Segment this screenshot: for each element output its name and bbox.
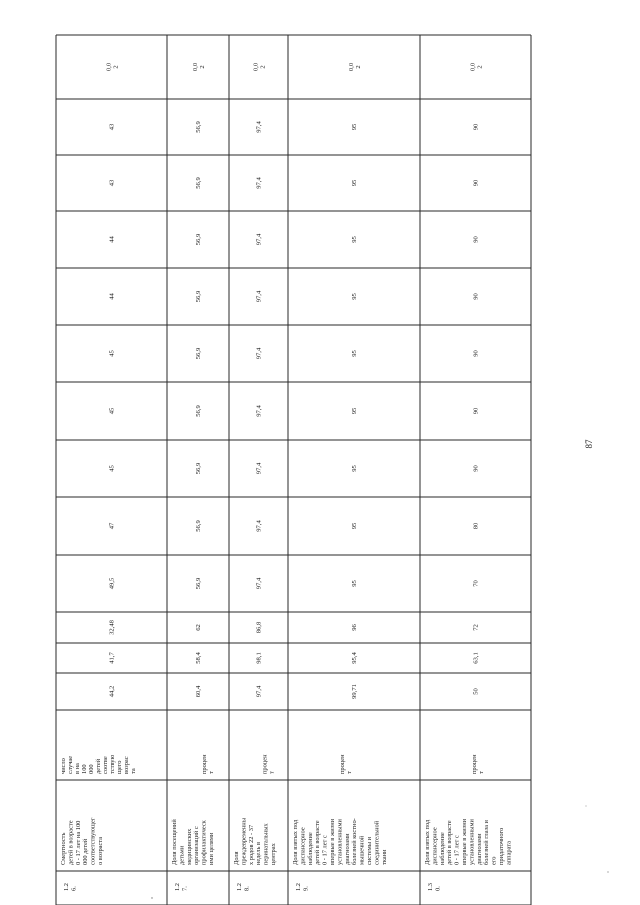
indicator-name: диагнозами (343, 833, 351, 865)
value-cell: 95,4 (351, 652, 358, 664)
value-cell: 45 (108, 407, 116, 415)
value-cell: 49,5 (108, 577, 116, 590)
value-cell: 45 (108, 350, 116, 357)
value-cell: 90 (472, 350, 480, 357)
value-cell-last: 0,0 (469, 62, 477, 72)
indicator-name: 0 - 17 лет на 100 (74, 820, 82, 865)
indicator-name: аппарата (505, 840, 513, 865)
page-number: 87 (584, 439, 594, 449)
value-cell: 97,4 (255, 520, 263, 532)
indicator-name: его (490, 856, 498, 865)
value-cell: 95 (351, 350, 358, 357)
value-cell: 90 (472, 407, 480, 415)
unit-of-measure: детей (95, 758, 102, 774)
indicator-name: перинатальных (262, 823, 270, 865)
unit-of-measure: т (478, 771, 485, 774)
indicator-name: диспансерное (431, 827, 439, 865)
indicator-name: Доля посещений (171, 819, 178, 865)
indicator-name: диагнозами (475, 833, 483, 865)
unit-of-measure: процен (339, 754, 346, 774)
value-cell: 95 (351, 580, 358, 587)
value-cell: 97,4 (255, 177, 263, 189)
value-cell: 90 (472, 465, 480, 472)
unit-of-measure: число (60, 758, 67, 774)
indicator-name: детьми (178, 845, 186, 865)
row-number: 7. (181, 886, 189, 891)
indicator-name: детей в возрасте (446, 820, 454, 865)
indicator-name: ими целями (208, 832, 215, 865)
value-cell-last: 2 (355, 65, 362, 69)
value-cell: 90 (472, 293, 480, 300)
value-cell: 56,9 (195, 577, 202, 590)
value-cell-last: 2 (476, 65, 484, 69)
value-cell: 90 (472, 236, 480, 243)
unit-of-measure: т (346, 771, 353, 774)
unit-of-measure: процен (261, 754, 269, 774)
indicator-name: впервые в жизни (329, 818, 336, 865)
value-cell: 43 (108, 123, 116, 131)
indicator-name: х родов 22 - 37 (247, 824, 255, 865)
value-cell: 90 (472, 179, 480, 187)
indicator-name: детей в возрасте (67, 820, 75, 865)
value-cell: 95 (351, 465, 358, 472)
value-cell: 32,48 (108, 620, 116, 635)
value-cell: 56,9 (195, 290, 202, 303)
value-cell: 47 (108, 522, 116, 530)
value-cell: 97,4 (255, 290, 263, 303)
value-cell: 90 (472, 123, 480, 131)
unit-of-measure: щего (116, 760, 123, 774)
unit-of-measure: в на (74, 763, 81, 774)
value-cell: 97,4 (255, 685, 263, 698)
value-cell-last: 2 (199, 65, 206, 69)
value-cell: 99,71 (351, 684, 358, 699)
value-cell: 95 (351, 123, 358, 131)
value-cell: 56,9 (195, 347, 202, 360)
indicator-name: 0 - 17 лет с (453, 835, 461, 865)
value-cell-last: 0,0 (105, 62, 113, 72)
value-cell: 56,9 (195, 121, 202, 133)
value-cell: 98,1 (255, 652, 263, 664)
value-cell: 56,9 (195, 233, 202, 246)
row-number: 1.2 (174, 883, 181, 891)
indicator-name: Доля взятых под (292, 819, 299, 865)
indicator-name: о возраста (97, 836, 104, 865)
value-cell: 62 (195, 624, 202, 631)
value-cell: 56,9 (195, 520, 202, 532)
indicator-name: впервые в жизни (461, 818, 468, 865)
value-cell: 70 (472, 580, 480, 587)
row-number: 6. (70, 886, 78, 891)
value-cell: 97,4 (255, 405, 263, 417)
indicator-name: придаточного (498, 827, 505, 865)
value-cell: 58,4 (195, 652, 202, 664)
value-cell: 97,4 (255, 347, 263, 360)
value-cell: 96 (351, 624, 358, 631)
indicator-name: преждевременны (240, 817, 248, 865)
value-cell: 43 (108, 179, 116, 187)
value-cell: 56,9 (195, 177, 202, 189)
value-cell: 97,4 (255, 462, 263, 475)
indicator-name: наблюдение (306, 832, 314, 865)
unit-of-measure: 000 (88, 764, 95, 774)
row-number: 1.2 (236, 883, 243, 891)
indicator-name: профилактическ (200, 820, 208, 865)
row-number: 0. (434, 886, 442, 891)
value-cell: 44 (108, 293, 116, 300)
value-cell: 95 (351, 293, 358, 300)
value-cell: 95 (351, 179, 358, 187)
value-cell: 56,9 (195, 462, 202, 475)
indicator-name: Смертность (60, 832, 67, 865)
indicator-name: Доля (233, 851, 240, 865)
value-cell: 72 (472, 624, 480, 631)
indicator-name: мышечной (358, 835, 366, 865)
indicator-name: диспансерное (299, 827, 307, 865)
value-cell: 56,9 (195, 405, 202, 417)
value-cell: 97,4 (255, 233, 263, 246)
unit-of-measure: 100 (81, 764, 88, 774)
indicator-name: установленными (336, 819, 344, 865)
value-cell: 44,2 (108, 685, 116, 698)
value-cell: 45 (108, 465, 116, 472)
unit-of-measure: процен (471, 754, 478, 774)
value-cell: 50 (472, 688, 480, 695)
value-cell-last: 0,0 (252, 62, 260, 72)
unit-of-measure: т (268, 771, 276, 774)
indicator-name: центрах (270, 843, 277, 865)
value-cell: 41,7 (108, 652, 116, 664)
value-cell-last: 2 (112, 65, 120, 69)
unit-of-measure: та (130, 768, 137, 774)
value-cell-last: 0,0 (192, 62, 199, 72)
row-number: 1.2 (295, 883, 302, 891)
unit-of-measure: случае (67, 755, 74, 774)
indicator-name: организаций с (193, 826, 201, 865)
indicator-name: наблюдение (438, 832, 446, 865)
indicator-name: Доля взятых под (424, 819, 431, 865)
indicator-name: 000 детей (82, 838, 90, 865)
unit-of-measure: процен (201, 754, 208, 774)
value-cell: 60,4 (195, 685, 202, 698)
indicator-name: медицинских (185, 828, 193, 865)
value-cell: 86,8 (255, 621, 263, 634)
value-cell: 97,4 (255, 121, 263, 133)
indicator-name: установленными (468, 819, 476, 865)
value-cell: 63,1 (472, 652, 480, 664)
value-cell: 95 (351, 236, 358, 243)
row-number: 9. (302, 886, 310, 891)
value-cell: 44 (108, 236, 116, 243)
indicator-name: недель в (255, 842, 263, 865)
indicator-name: ткани (380, 849, 388, 865)
indicator-name: соответствующег (89, 817, 97, 865)
indicator-name: детей в возрасте (314, 820, 322, 865)
indicator-name: болезней костно- (351, 818, 359, 865)
indicator-name: болезней глаза и (483, 820, 491, 865)
value-cell: 95 (351, 522, 358, 530)
value-cell: 97,4 (255, 577, 263, 590)
unit-of-measure: соотве (102, 756, 109, 774)
value-cell-last: 0,0 (348, 62, 355, 72)
indicator-name: соединительной (373, 820, 381, 865)
row-number: 8. (243, 886, 251, 891)
unit-of-measure: т (208, 771, 215, 774)
unit-of-measure: тствую (109, 754, 116, 774)
row-number: 1.3 (427, 883, 434, 891)
indicator-name: 0 - 17 лет с (321, 835, 329, 865)
unit-of-measure: возрас (123, 756, 130, 774)
value-cell: 95 (351, 407, 358, 415)
row-number: 1.2 (63, 883, 70, 891)
value-cell: 80 (472, 522, 480, 530)
indicator-name: системы и (366, 836, 373, 865)
value-cell-last: 2 (259, 65, 267, 69)
